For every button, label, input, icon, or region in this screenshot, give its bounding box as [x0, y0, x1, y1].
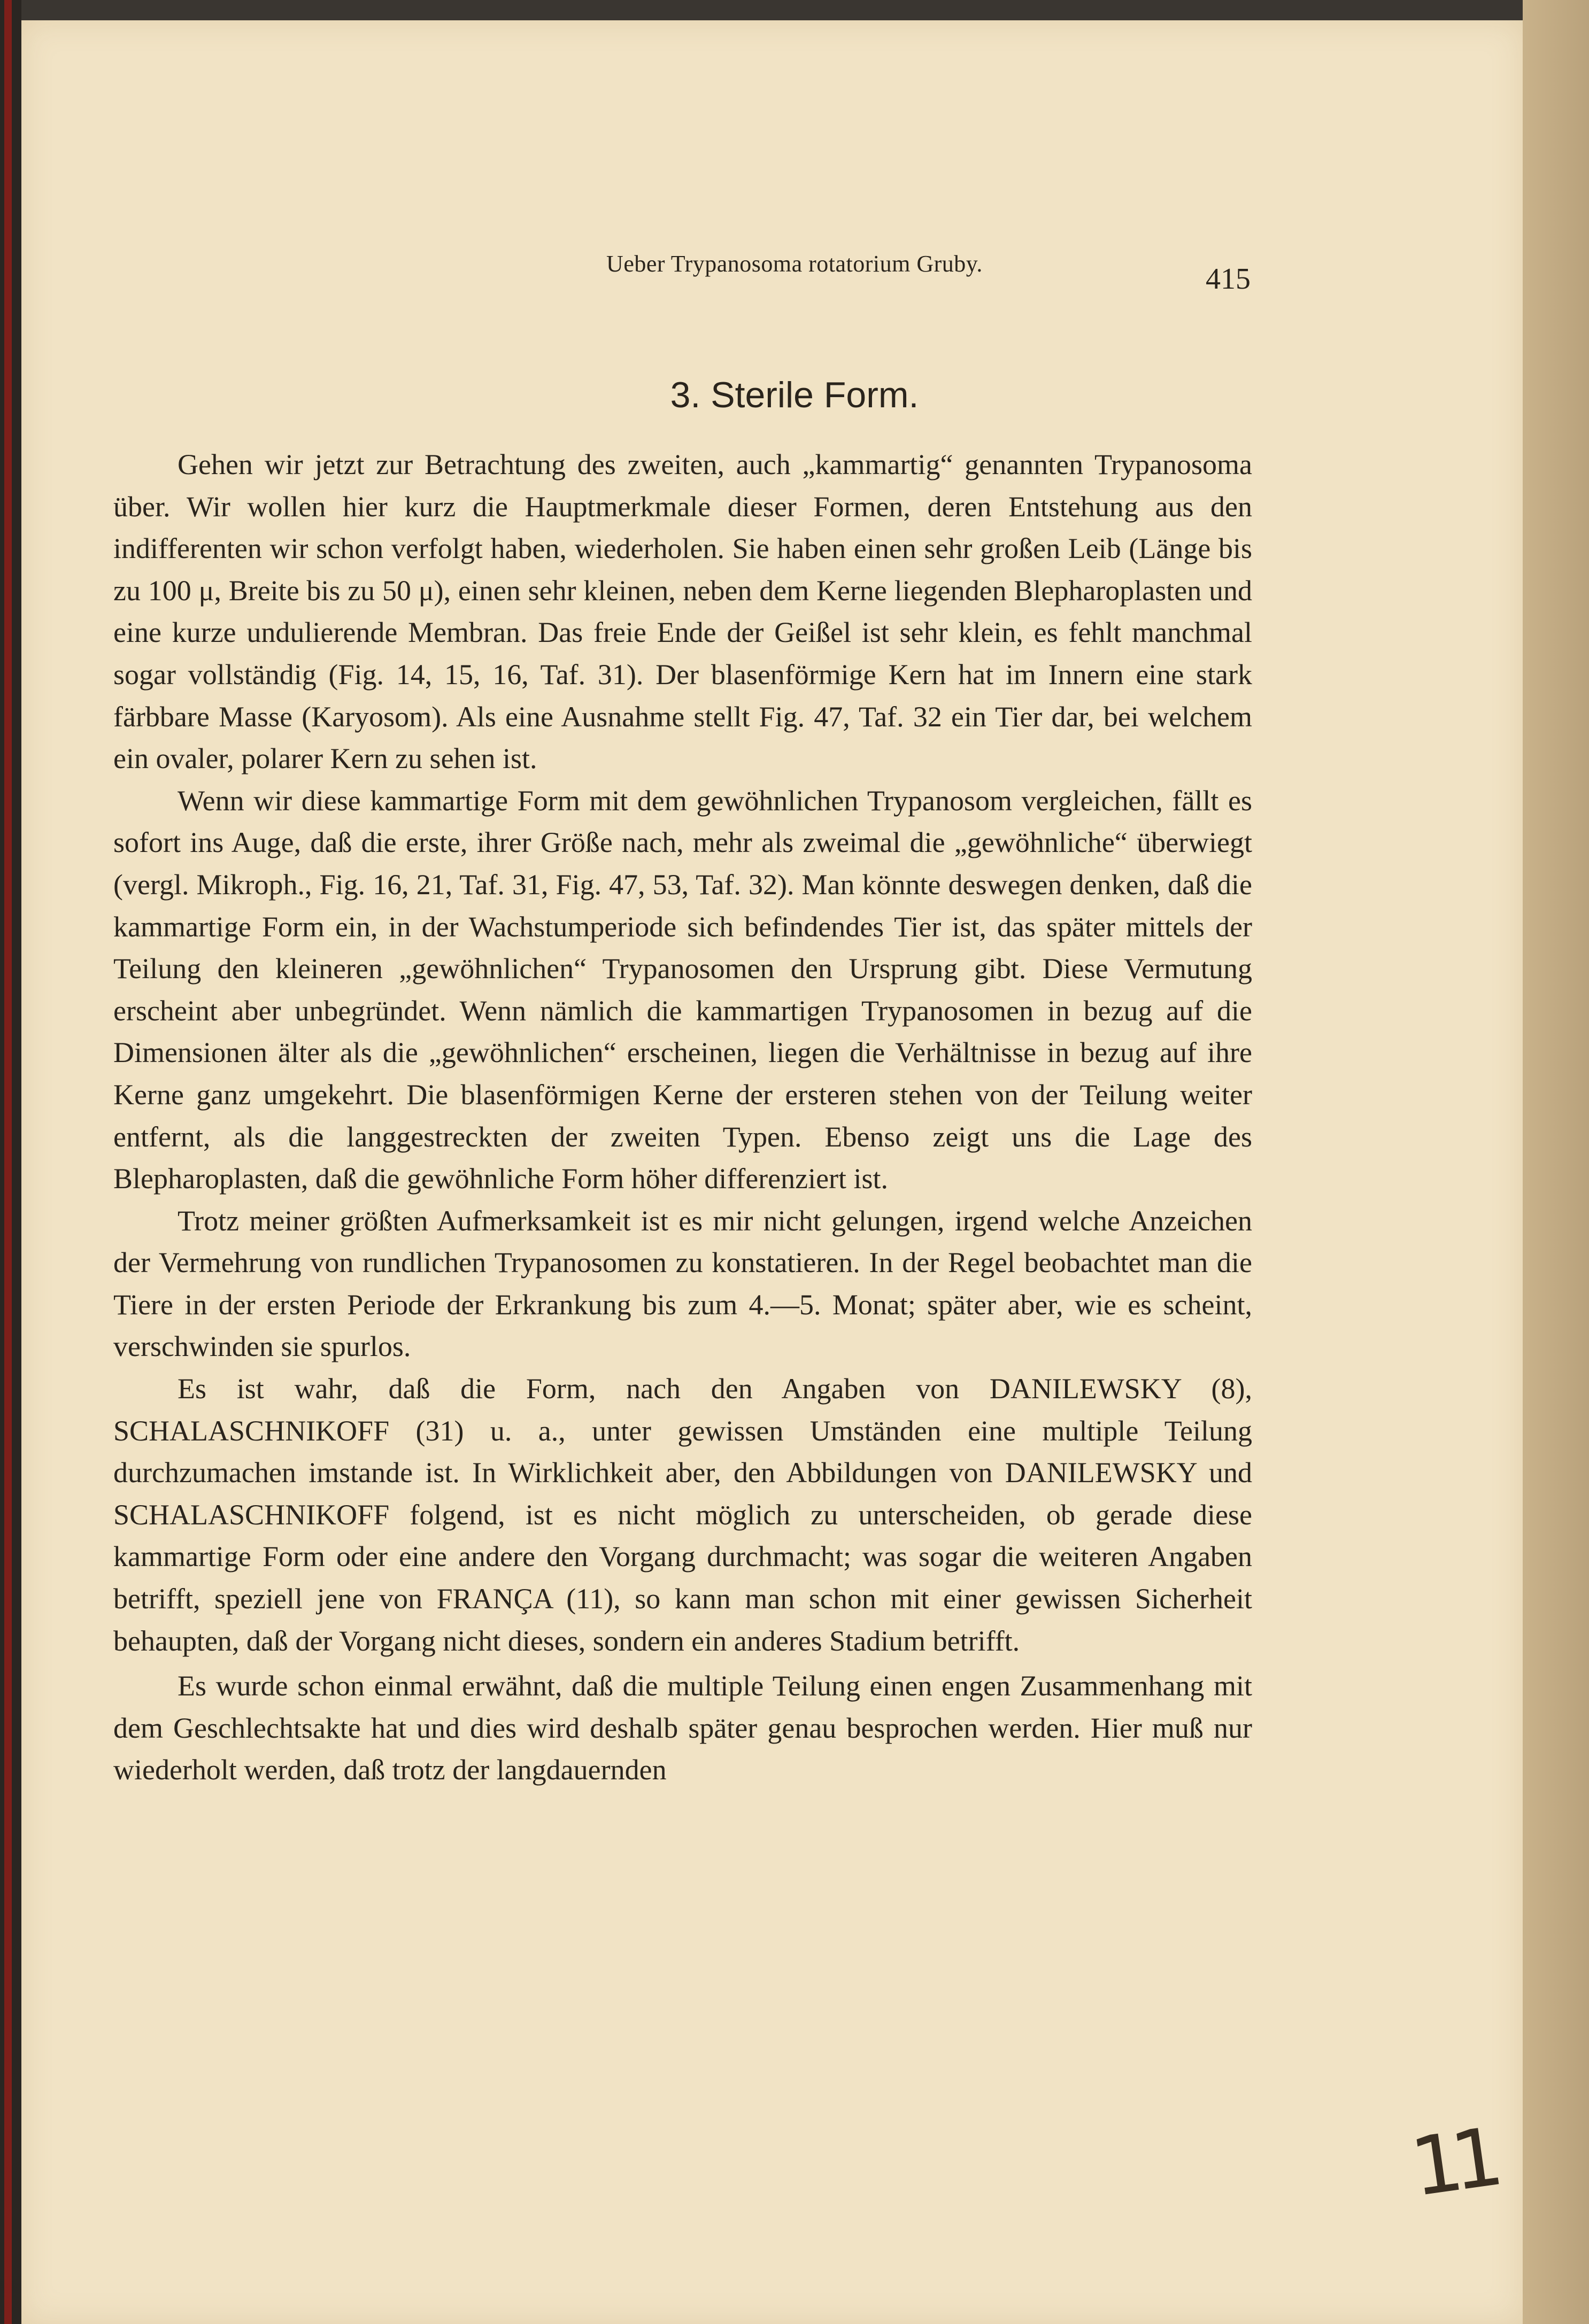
page-number: 415 [1206, 262, 1251, 296]
running-head: Ueber Trypanosoma rotatorium Gruby. [606, 251, 983, 277]
page-edge [1523, 0, 1589, 2324]
handwritten-note: 11 [1405, 2111, 1499, 2215]
section-title: 3. Sterile Form. [670, 375, 919, 415]
spine-binding-strip [4, 0, 12, 2324]
book-spine [0, 0, 21, 2324]
paragraph-2: Wenn wir diese kammartige Form mit dem gewöhnlichen Trypanosom vergleichen, fällt es sofort ins Auge, daß die erste, ihrer Größe nach, mehr als zweimal die „gewöhnliche“ überwiegt (vergl. Mikroph., Fig. 16, 21, Taf. 31, Fig. 47, 53, Taf. 32). Man könnte deswegen denken, daß die kammartige Form ein, in der Wachstumperiode sich befindendes Tier ist, das später mittels der Teilung den kleineren „gewöhnlichen“ Trypanosomen den Ursprung gibt. Diese Vermutung erscheint aber unbegründet. Wenn nämlich die kammartigen Trypanosomen in bezug auf die Dimensionen älter als die „gewöhnlichen“ erscheinen, liegen die Verhältnisse in bezug auf ihre Kerne ganz umgekehrt. Die blasenförmigen Kerne der ersteren stehen von der Teilung weiter entfernt, als die langgestreckten der zweiten Typen. Ebenso zeigt uns die Lage des Blepharoplasten, daß die gewöhnliche Form höher differenziert ist. [113, 784, 1252, 1195]
paragraph-4: Es ist wahr, daß die Form, nach den Angaben von DANILEWSKY (8), SCHALASCHNIKOFF (31) u. a., unter gewissen Umständen eine multiple Teilung durchzumachen imstande ist. In Wirklichkeit aber, den Abbildungen von DANILEWSKY und SCHALASCHNIKOFF folgend, ist es nicht möglich zu unterscheiden, ob gerade diese kammartige Form oder eine andere den Vorgang durchmacht; was sogar die weiteren Angaben betrifft, speziell jene von FRANÇA (11), so kann man schon mit einer gewissen Sicherheit behaupten, daß der Vorgang nicht dieses, sondern ein anderes Stadium betrifft. [113, 1373, 1252, 1657]
paragraph-3: Trotz meiner größten Aufmerksamkeit ist es mir nicht gelungen, irgend welche Anzeichen der Vermehrung von rundlichen Trypanosomen zu konstatieren. In der Regel beobachtet man die Tiere in der ersten Periode der Erkrankung bis zum 4.—5. Monat; später aber, wie es scheint, verschwinden sie spurlos. [113, 1204, 1252, 1363]
body-text [113, 444, 1252, 1791]
paragraph-5: Es wurde schon einmal erwähnt, daß die multiple Teilung einen engen Zusammenhang mit dem Geschlechtsakte hat und dies wird deshalb später genau besprochen werden. Hier muß nur wiederholt werden, daß trotz der langdauernden [113, 1670, 1252, 1786]
paragraph-1: Gehen wir jetzt zur Betrachtung des zweiten, auch „kammartig“ genannten Trypanosoma über. Wir wollen hier kurz die Hauptmerkmale dieser Formen, deren Entstehung aus den indifferenten wir schon verfolgt haben, wiederholen. Sie haben einen sehr großen Leib (Länge bis zu 100 μ, Breite bis zu 50 μ), einen sehr kleinen, neben dem Kerne liegenden Blepharoplasten und eine kurze undulierende Membran. Das freie Ende der Geißel ist sehr klein, es fehlt manchmal sogar vollständig (Fig. 14, 15, 16, Taf. 31). Der blasenförmige Kern hat im Innern eine stark färbbare Masse (Karyosom). Als eine Ausnahme stellt Fig. 47, Taf. 32 ein Tier dar, bei welchem ein ovaler, polarer Kern zu sehen ist. [113, 448, 1252, 775]
